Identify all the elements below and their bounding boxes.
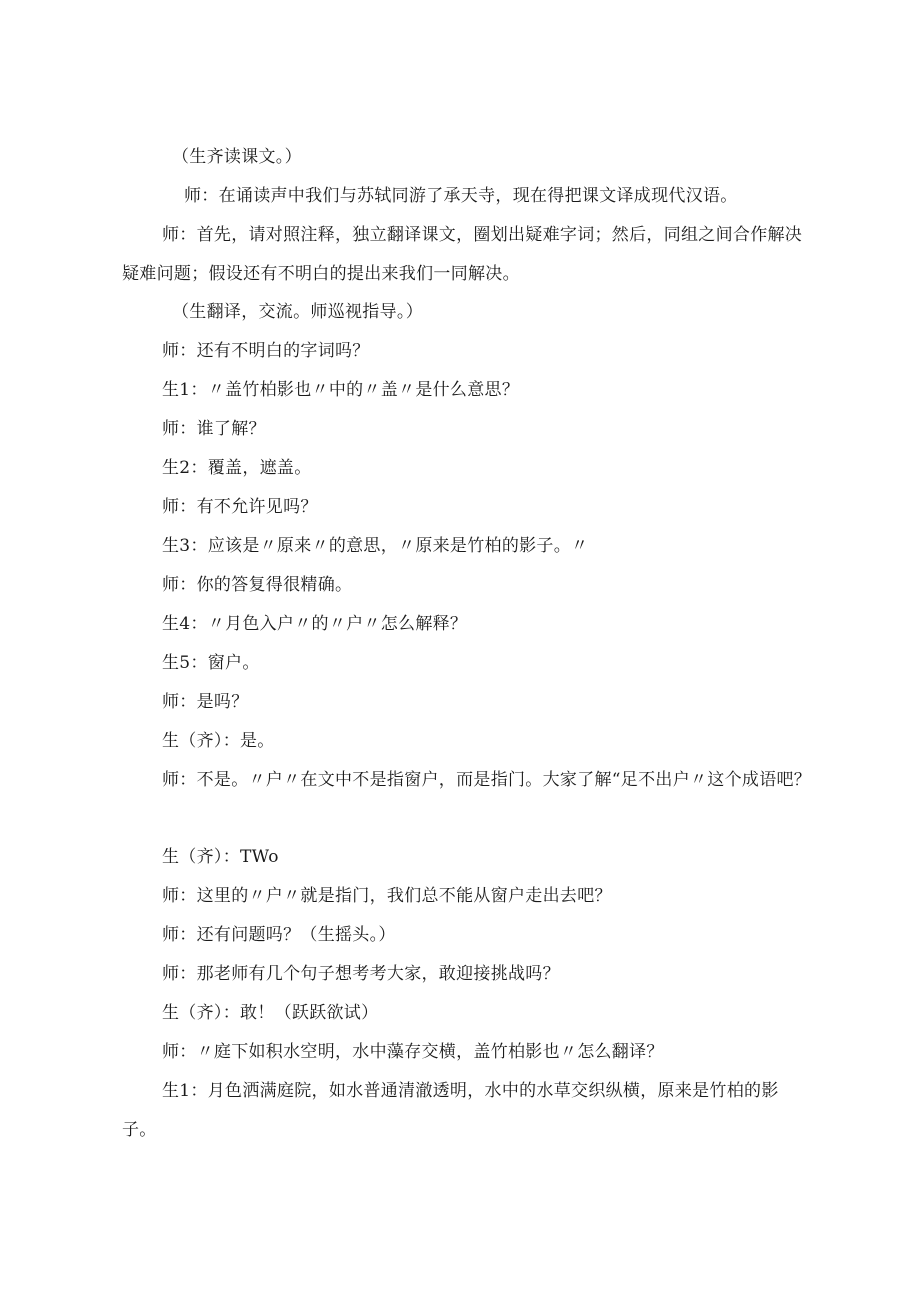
paragraph-1: （生齐读课文。） [172,147,302,167]
paragraph-12: 生4：〃月色入户〃的〃户〃怎么解释？ [162,614,468,634]
paragraph-23: 生1：月色洒满庭院，如水普通清澈透明，水中的水草交织纵横，原来是竹柏的影子。 [122,1081,779,1140]
paragraph-13: 生5：窗户。 [162,653,260,673]
paragraph-20: 师：那老师有几个句子想考考大家，敢迎接挑战吗？ [162,964,560,984]
paragraph-18: 师：这里的〃户〃就是指门，我们总不能从窗户走出去吧？ [162,886,612,906]
paragraph-2: 师：在诵读声中我们与苏轼同游了承天寺，现在得把课文译成现代汉语。 [184,186,738,206]
paragraph-3: 师：首先，请对照注释，独立翻译课文，圈划出疑难字词；然后，同组之间合作解决疑难问题；假设还有不明白的提出来我们一同解决。 [122,225,803,284]
paragraph-17: 生（齐）：TWo [162,847,279,867]
paragraph-6: 生1：〃盖竹柏影也〃中的〃盖〃是什么意思？ [162,380,520,400]
paragraph-9: 师：有不允许见吗？ [162,497,318,517]
paragraph-8: 生2：覆盖，遮盖。 [162,458,312,478]
paragraph-11: 师：你的答复得很精确。 [162,575,353,595]
paragraph-22: 师：〃庭下如积水空明，水中藻存交横，盖竹柏影也〃怎么翻译？ [162,1042,664,1062]
paragraph-21: 生（齐）：敢！（跃跃欲试） [162,1003,379,1023]
paragraph-14: 师：是吗？ [162,692,249,712]
paragraph-15: 生（齐）：是。 [162,731,275,751]
paragraph-5: 师：还有不明白的字词吗？ [162,341,370,361]
paragraph-7: 师：谁了解？ [162,419,266,439]
paragraph-4: （生翻译，交流。师巡视指导。） [172,302,423,322]
paragraph-10: 生3：应该是〃原来〃的意思，〃原来是竹柏的影子。〃 [162,536,589,556]
paragraph-19: 师：还有问题吗？（生摇头。） [162,925,396,945]
paragraph-16: 师：不是。〃户〃在文中不是指窗户，而是指门。大家了解“足不出户〃这个成语吧？ [162,770,812,790]
